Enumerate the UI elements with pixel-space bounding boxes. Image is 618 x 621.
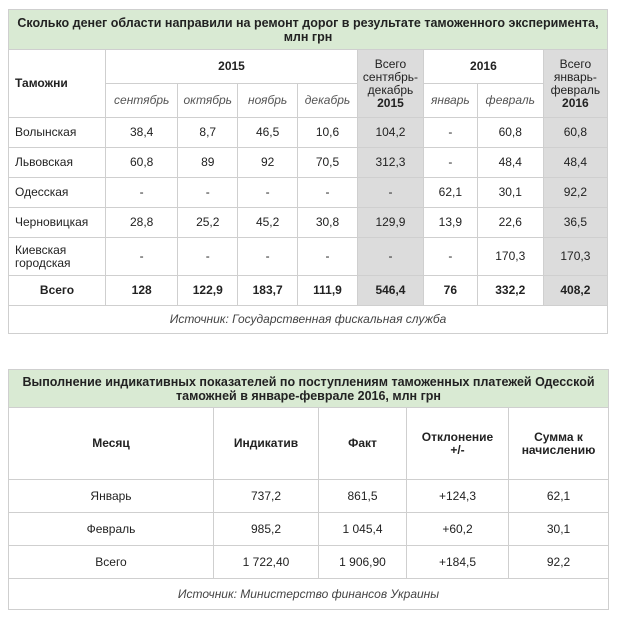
total-2016-line1: Всего [559, 56, 592, 71]
total-2016-line2: январь- [553, 69, 597, 84]
customs-name [9, 238, 106, 276]
customs-name: Одесская [9, 178, 106, 208]
deviation-cell: +60,2 [407, 513, 509, 546]
value-cell: 46,5 [238, 118, 298, 148]
customs-name: Львовская [9, 148, 106, 178]
table-row [9, 546, 609, 579]
value-cell: - [238, 178, 298, 208]
value-cell: - [298, 178, 358, 208]
total-2016-year: 2016 [562, 95, 589, 110]
deviation-header-line2: +/- [450, 442, 465, 457]
total-cell: 312,3 [357, 148, 423, 178]
total-cell: 92,2 [543, 178, 607, 208]
road-repair-table [8, 9, 608, 334]
customs-name: Волынская [9, 118, 106, 148]
fact-cell: 1 045,4 [319, 513, 407, 546]
fact-cell: 1 906,90 [319, 546, 407, 579]
value-cell: 10,6 [298, 118, 358, 148]
total-2015-year: 2015 [377, 95, 404, 110]
total-cell: 48,4 [543, 148, 607, 178]
total-cell: 170,3 [543, 238, 607, 276]
table-row [9, 480, 609, 513]
deviation-cell: +184,5 [407, 546, 509, 579]
deviation-header-line1: Отклонение [421, 429, 494, 444]
value-cell: 89 [178, 148, 238, 178]
sum-header-line2: начислению [521, 442, 596, 457]
value-cell: 30,1 [477, 178, 543, 208]
customs-name-line1: Киевская [15, 242, 67, 257]
value-cell: - [178, 178, 238, 208]
total-cell: - [357, 178, 423, 208]
value-cell: - [238, 238, 298, 276]
total-label: Всего [9, 276, 106, 306]
deviation-col-header [407, 408, 509, 480]
table-row [9, 238, 608, 276]
table1-title: Сколько денег области направили на ремонт дорог в результате таможенного эксперимента, млн грн [9, 10, 608, 50]
table2-source: Источник: Министерство финансов Украины [9, 579, 609, 610]
table-row [9, 118, 608, 148]
month-col-header: Месяц [9, 408, 214, 480]
total-2015-header [357, 50, 423, 118]
value-cell: 70,5 [298, 148, 358, 178]
total-value: 183,7 [238, 276, 298, 306]
total-row [9, 276, 608, 306]
indicative-cell: 985,2 [214, 513, 319, 546]
value-cell: - [106, 178, 178, 208]
year-2015-header: 2015 [106, 50, 358, 84]
total-2015-line1: Всего [374, 56, 407, 71]
value-cell: 60,8 [106, 148, 178, 178]
month-header: сентябрь [106, 84, 178, 118]
deviation-cell: +124,3 [407, 480, 509, 513]
grand-total-cell: 408,2 [543, 276, 607, 306]
total-value: 76 [424, 276, 478, 306]
fact-cell: 861,5 [319, 480, 407, 513]
total-cell: 129,9 [357, 208, 423, 238]
month-header: декабрь [298, 84, 358, 118]
value-cell: - [424, 238, 478, 276]
table-row [9, 208, 608, 238]
value-cell: 28,8 [106, 208, 178, 238]
grand-total-cell: 546,4 [357, 276, 423, 306]
month-header: февраль [477, 84, 543, 118]
indicative-col-header: Индикатив [214, 408, 319, 480]
indicative-table [8, 369, 609, 610]
total-2016-header [543, 50, 607, 118]
total-cell: 104,2 [357, 118, 423, 148]
month-header: октябрь [178, 84, 238, 118]
total-cell: - [357, 238, 423, 276]
total-value: 122,9 [178, 276, 238, 306]
table1-source: Источник: Государственная фискальная служба [9, 306, 608, 334]
total-2015-line3: декабрь [367, 82, 414, 97]
sum-cell: 30,1 [509, 513, 609, 546]
total-2016-line3: февраль [550, 82, 601, 97]
year-2016-header: 2016 [424, 50, 544, 84]
table-row [9, 178, 608, 208]
table2-title: Выполнение индикативных показателей по поступлениям таможенных платежей Одесской таможней в январе-феврале 2016, млн грн [9, 370, 609, 408]
value-cell: 170,3 [477, 238, 543, 276]
value-cell: 38,4 [106, 118, 178, 148]
month-cell: Всего [9, 546, 214, 579]
table-row [9, 148, 608, 178]
total-value: 128 [106, 276, 178, 306]
sum-cell: 62,1 [509, 480, 609, 513]
sum-cell: 92,2 [509, 546, 609, 579]
value-cell: 30,8 [298, 208, 358, 238]
total-value: 111,9 [298, 276, 358, 306]
value-cell: 25,2 [178, 208, 238, 238]
sum-col-header [509, 408, 609, 480]
value-cell: 13,9 [424, 208, 478, 238]
customs-name: Черновицкая [9, 208, 106, 238]
value-cell: 45,2 [238, 208, 298, 238]
customs-header: Таможни [9, 50, 106, 118]
month-header: ноябрь [238, 84, 298, 118]
value-cell: - [298, 238, 358, 276]
month-cell: Февраль [9, 513, 214, 546]
customs-name-line2: городская [15, 255, 71, 270]
sum-header-line1: Сумма к [534, 429, 583, 444]
value-cell: - [424, 118, 478, 148]
value-cell: 48,4 [477, 148, 543, 178]
value-cell: 60,8 [477, 118, 543, 148]
fact-col-header: Факт [319, 408, 407, 480]
value-cell: 62,1 [424, 178, 478, 208]
total-cell: 36,5 [543, 208, 607, 238]
value-cell: 22,6 [477, 208, 543, 238]
value-cell: - [178, 238, 238, 276]
month-cell: Январь [9, 480, 214, 513]
value-cell: - [424, 148, 478, 178]
total-cell: 60,8 [543, 118, 607, 148]
value-cell: 92 [238, 148, 298, 178]
indicative-cell: 737,2 [214, 480, 319, 513]
total-value: 332,2 [477, 276, 543, 306]
month-header: январь [424, 84, 478, 118]
indicative-cell: 1 722,40 [214, 546, 319, 579]
table-row [9, 513, 609, 546]
value-cell: 8,7 [178, 118, 238, 148]
total-2015-line2: сентябрь- [362, 69, 419, 84]
value-cell: - [106, 238, 178, 276]
